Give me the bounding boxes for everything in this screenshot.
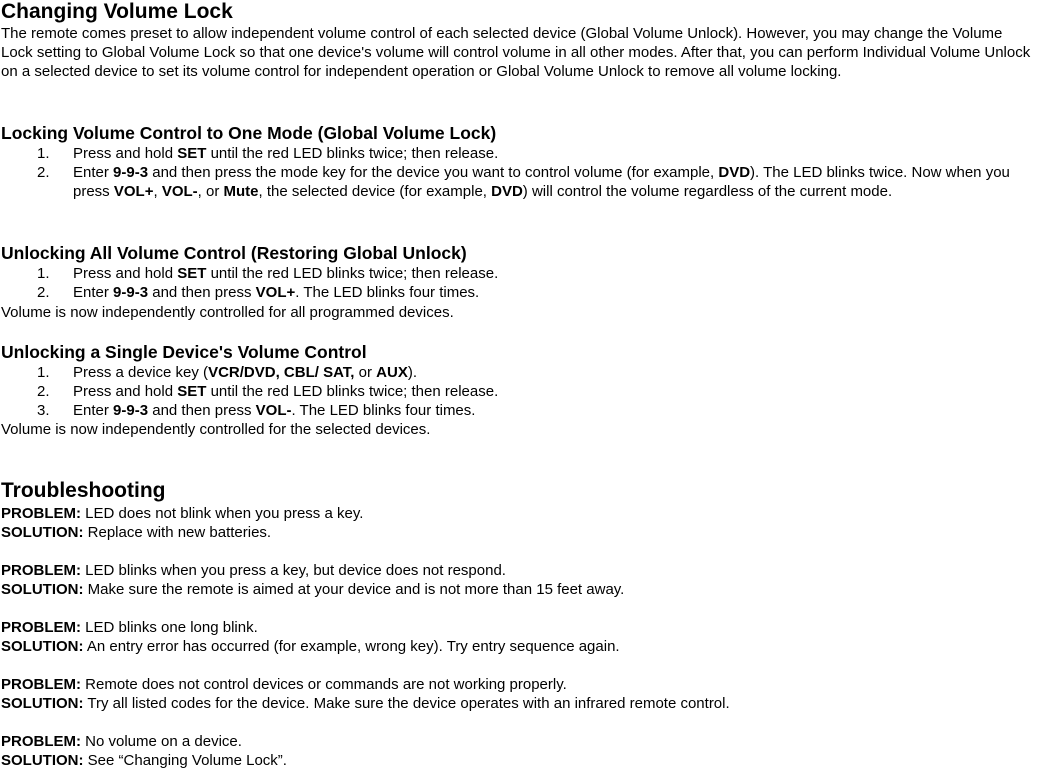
solution-line bbox=[1, 694, 730, 713]
step-number: 3. bbox=[37, 402, 50, 419]
global-unlock-heading: Unlocking All Volume Control (Restoring Global Unlock) bbox=[1, 243, 467, 263]
single-unlock-steps bbox=[1, 363, 1037, 420]
global-lock-steps bbox=[1, 144, 1037, 201]
step-number: 2. bbox=[37, 284, 50, 301]
step-text: Press and hold SET until the red LED blinks twice; then release. bbox=[73, 265, 499, 282]
problem-label: PROBLEM: bbox=[1, 676, 81, 693]
single-unlock-heading: Unlocking a Single Device's Volume Control bbox=[1, 342, 367, 362]
problem-line bbox=[1, 675, 567, 694]
solution-text: Try all listed codes for the device. Make sure the device operates with an infrared remote control. bbox=[83, 695, 730, 712]
global-unlock-note: Volume is now independently controlled for all programmed devices. bbox=[1, 304, 454, 321]
global-lock-heading: Locking Volume Control to One Mode (Global Volume Lock) bbox=[1, 123, 497, 143]
step-number: 1. bbox=[37, 265, 50, 282]
problem-line bbox=[1, 618, 258, 637]
global-unlock-steps bbox=[1, 264, 1037, 302]
step-number: 1. bbox=[37, 145, 50, 162]
problem-text: Remote does not control devices or commands are not working properly. bbox=[81, 676, 567, 693]
solution-line bbox=[1, 637, 620, 656]
step-number: 1. bbox=[37, 364, 50, 381]
step-text: Press and hold SET until the red LED blinks twice; then release. bbox=[73, 145, 499, 162]
problem-label: PROBLEM: bbox=[1, 733, 81, 750]
step-text: Press a device key (VCR/DVD, CBL/ SAT, or AUX). bbox=[73, 364, 417, 381]
solution-label: SOLUTION: bbox=[1, 752, 84, 769]
solution-label: SOLUTION: bbox=[1, 638, 84, 655]
step-number: 2. bbox=[37, 383, 50, 400]
solution-line bbox=[1, 751, 287, 770]
step-item bbox=[1, 163, 1037, 201]
solution-line bbox=[1, 523, 271, 542]
step-text: Enter 9-9-3 and then press VOL-. The LED blinks four times. bbox=[73, 402, 476, 419]
problem-text: LED does not blink when you press a key. bbox=[81, 505, 364, 522]
step-text: Enter 9-9-3 and then press VOL+. The LED blinks four times. bbox=[73, 284, 480, 301]
problem-text: No volume on a device. bbox=[81, 733, 242, 750]
step-item bbox=[1, 283, 1037, 302]
solution-text: An entry error has occurred (for example, wrong key). Try entry sequence again. bbox=[83, 638, 620, 655]
step-item bbox=[1, 382, 1037, 401]
step-item bbox=[1, 363, 1037, 382]
problem-label: PROBLEM: bbox=[1, 505, 81, 522]
problem-label: PROBLEM: bbox=[1, 619, 81, 636]
volume-lock-title: Changing Volume Lock bbox=[1, 0, 233, 23]
step-item bbox=[1, 264, 1037, 283]
step-text: Press and hold SET until the red LED blinks twice; then release. bbox=[73, 383, 499, 400]
step-number: 2. bbox=[37, 164, 50, 181]
problem-line bbox=[1, 504, 363, 523]
solution-label: SOLUTION: bbox=[1, 524, 84, 541]
solution-text: See “Changing Volume Lock”. bbox=[83, 752, 287, 769]
volume-lock-intro: The remote comes preset to allow independent volume control of each selected device (Global Volume Unlock). However, you may change the Volume Lock setting to Global Volume Lock so that one device's volume will control volume in all other modes. After that, you can perform Individual Volume Unlock on a selected device to set its volume control for independent operation or Global Volume Unlock to remove all volume locking. bbox=[1, 25, 1031, 80]
problem-text: LED blinks one long blink. bbox=[81, 619, 258, 636]
solution-text: Make sure the remote is aimed at your device and is not more than 15 feet away. bbox=[83, 581, 625, 598]
step-item bbox=[1, 401, 1037, 420]
solution-text: Replace with new batteries. bbox=[83, 524, 272, 541]
step-item bbox=[1, 144, 1037, 163]
single-unlock-note: Volume is now independently controlled for the selected devices. bbox=[1, 421, 431, 438]
step-text: Enter 9-9-3 and then press the mode key for the device you want to control volume (for example, DVD). The LED blinks twice. Now when you press VOL+, VOL-, or Mute, the selected device (for example, DVD) will control the volume regardless of the current mode. bbox=[73, 164, 1010, 200]
troubleshooting-title: Troubleshooting bbox=[1, 479, 166, 502]
solution-line bbox=[1, 580, 624, 599]
problem-label: PROBLEM: bbox=[1, 562, 81, 579]
solution-label: SOLUTION: bbox=[1, 581, 84, 598]
solution-label: SOLUTION: bbox=[1, 695, 84, 712]
problem-text: LED blinks when you press a key, but device does not respond. bbox=[81, 562, 506, 579]
problem-line bbox=[1, 732, 242, 751]
problem-line bbox=[1, 561, 506, 580]
